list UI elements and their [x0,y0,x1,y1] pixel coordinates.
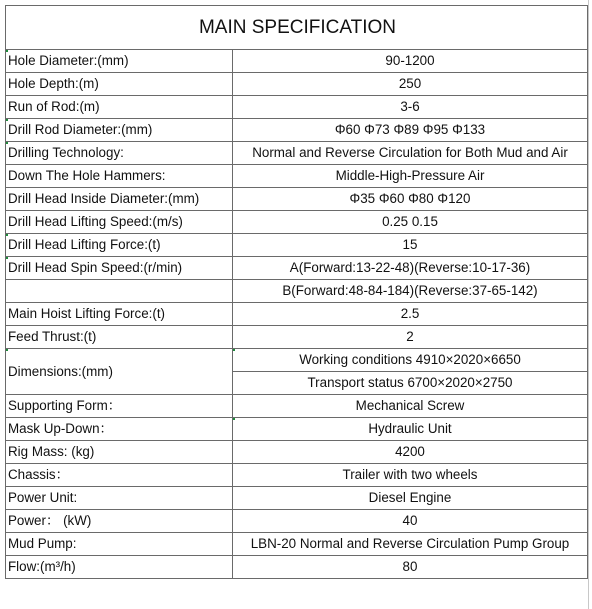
spec-label: Main Hoist Lifting Force:(t) [6,303,233,326]
spec-row [6,73,588,96]
spec-label: Hole Depth:(m) [6,73,233,96]
spec-label: Flow:(m³/h) [6,556,233,579]
spec-value: 2 [233,326,588,349]
spin-speed-label-blank [6,280,233,303]
spec-value: 2.5 [233,303,588,326]
spec-value: 0.25 0.15 [233,211,588,234]
spec-row [6,418,588,441]
spec-label: Drill Rod Diameter:(mm) [6,119,233,142]
spec-label: Drilling Technology: [6,142,233,165]
spin-speed-label: Drill Head Spin Speed:(r/min) [6,257,233,280]
spec-table [5,5,588,579]
spec-row [6,303,588,326]
title-row [6,6,588,50]
spec-label: Drill Head Inside Diameter:(mm) [6,188,233,211]
spec-label: Mask Up-Down： [6,418,233,441]
spec-row [6,165,588,188]
spec-value: Φ35 Φ60 Φ80 Φ120 [233,188,588,211]
spec-row [6,257,588,280]
spec-row [6,395,588,418]
spec-value: 80 [233,556,588,579]
spec-row [6,234,588,257]
spec-value: 15 [233,234,588,257]
sheet-gridline [588,0,589,609]
spec-label: Feed Thrust:(t) [6,326,233,349]
spec-row [6,464,588,487]
spec-value: 250 [233,73,588,96]
spec-row [6,326,588,349]
spin-speed-value-b: B(Forward:48-84-184)(Reverse:37-65-142) [233,280,588,303]
dimensions-transport: Transport status 6700×2020×2750 [233,372,588,395]
spec-row [6,349,588,372]
spec-row [6,96,588,119]
spec-label: Hole Diameter:(mm) [6,50,233,73]
spec-row [6,487,588,510]
spec-value: 40 [233,510,588,533]
spec-row [6,211,588,234]
spec-value: Diesel Engine [233,487,588,510]
spec-row [6,142,588,165]
spec-value: Middle-High-Pressure Air [233,165,588,188]
spec-value: 90-1200 [233,50,588,73]
spec-label: Drill Head Lifting Speed:(m/s) [6,211,233,234]
spec-label: Mud Pump: [6,533,233,556]
spec-value: Trailer with two wheels [233,464,588,487]
spec-value: Mechanical Screw [233,395,588,418]
dimensions-label: Dimensions:(mm) [6,349,233,395]
spec-label: Supporting Form： [6,395,233,418]
spec-value: 4200 [233,441,588,464]
spec-label: Down The Hole Hammers: [6,165,233,188]
spec-label: Chassis： [6,464,233,487]
spec-value: Normal and Reverse Circulation for Both Mud and Air [233,142,588,165]
spec-label: Rig Mass: (kg) [6,441,233,464]
spec-row [6,533,588,556]
spec-label: Run of Rod:(m) [6,96,233,119]
spec-title: MAIN SPECIFICATION [6,6,588,50]
spec-row [6,280,588,303]
spec-row [6,188,588,211]
spec-row [6,50,588,73]
spec-value: Hydraulic Unit [233,418,588,441]
spec-row [6,441,588,464]
spec-label: Power Unit: [6,487,233,510]
dimensions-working: Working conditions 4910×2020×6650 [233,349,588,372]
spec-row [6,510,588,533]
spec-label: Drill Head Lifting Force:(t) [6,234,233,257]
spec-value: LBN-20 Normal and Reverse Circulation Pump Group [233,533,588,556]
spin-speed-value-a: A(Forward:13-22-48)(Reverse:10-17-36) [233,257,588,280]
spec-label: Power： (kW) [6,510,233,533]
spec-value: 3-6 [233,96,588,119]
spec-row [6,556,588,579]
spec-row [6,119,588,142]
spec-value: Φ60 Φ73 Φ89 Φ95 Φ133 [233,119,588,142]
